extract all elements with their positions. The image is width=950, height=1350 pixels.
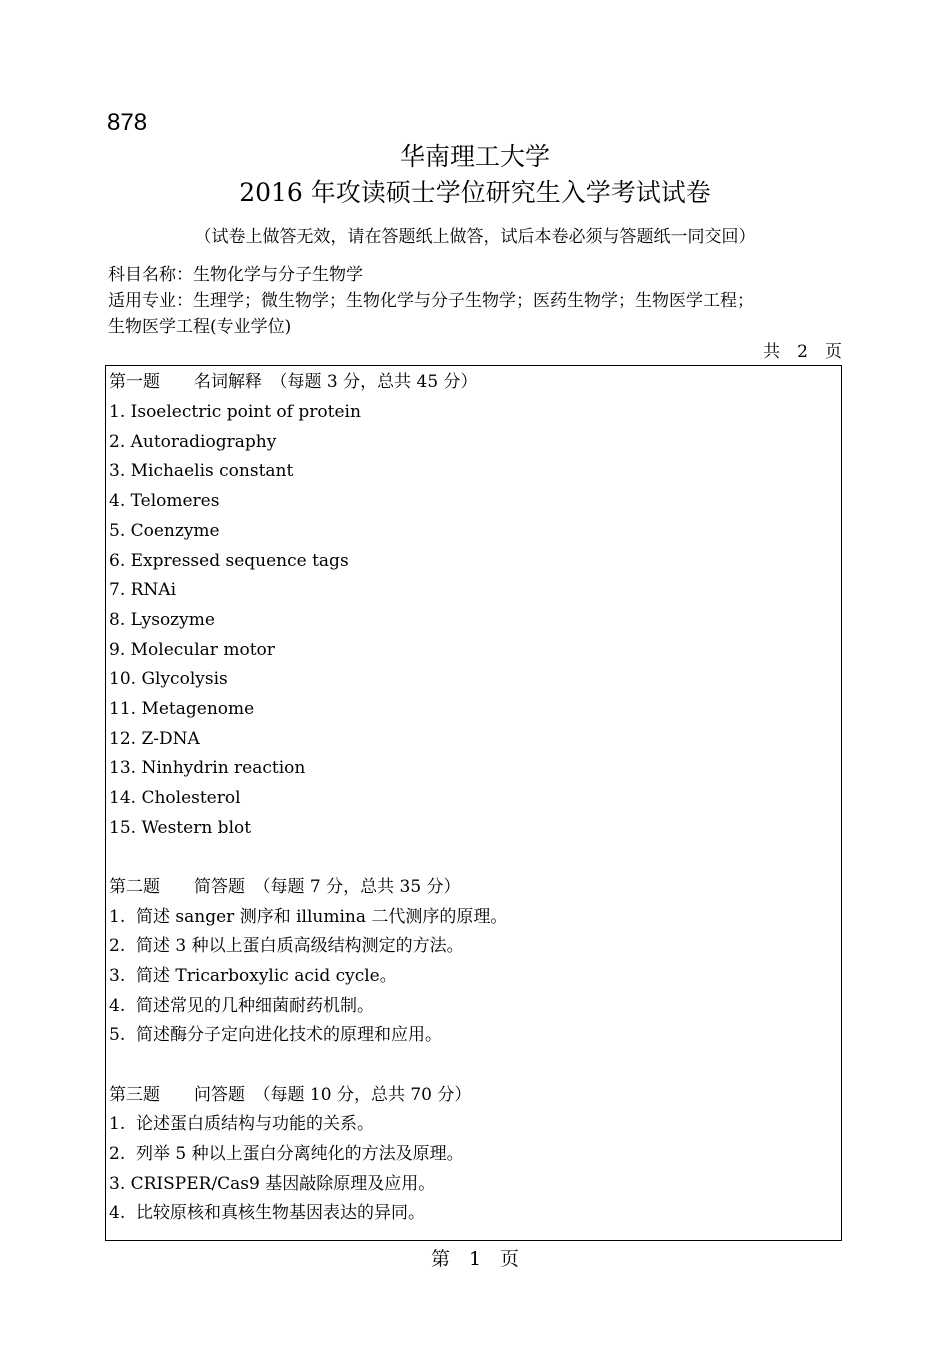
list-item: 2. 简述 3 种以上蛋白质高级结构测定的方法。 — [109, 936, 464, 956]
list-item: 2. 列举 5 种以上蛋白分离纯化的方法及原理。 — [109, 1144, 464, 1164]
list-item: 9. Molecular motor — [109, 640, 275, 660]
list-item: 2. Autoradiography — [109, 432, 277, 452]
exam-title: 2016 年攻读硕士学位研究生入学考试试卷 — [239, 178, 711, 207]
section-heading: 第三题 问答题 （每题 10 分，总共 70 分） — [109, 1085, 472, 1105]
section-heading: 第一题 名词解释 （每题 3 分，总共 45 分） — [109, 372, 478, 392]
list-item: 1. Isoelectric point of protein — [109, 402, 361, 422]
answer-notice: （试卷上做答无效，请在答题纸上做答，试后本卷必须与答题纸一同交回） — [194, 227, 756, 247]
list-item: 10. Glycolysis — [109, 669, 228, 689]
list-item: 4. 简述常见的几种细菌耐药机制。 — [109, 996, 375, 1016]
question-box — [105, 365, 842, 1241]
list-item: 6. Expressed sequence tags — [109, 551, 349, 571]
majors-line-1: 适用专业：生理学；微生物学；生物化学与分子生物学；医药生物学；生物医学工程； — [108, 291, 754, 311]
page-number: 第 1 页 — [430, 1248, 520, 1270]
list-item: 14. Cholesterol — [109, 788, 241, 808]
list-item: 5. 简述酶分子定向进化技术的原理和应用。 — [109, 1025, 443, 1045]
list-item: 13. Ninhydrin reaction — [109, 758, 306, 778]
list-item: 8. Lysozyme — [109, 610, 215, 630]
university-name: 华南理工大学 — [399, 142, 550, 171]
list-item: 7. RNAi — [109, 580, 177, 600]
list-item: 15. Western blot — [109, 818, 252, 838]
list-item: 5. Coenzyme — [109, 521, 220, 541]
list-item: 4. Telomeres — [109, 491, 220, 511]
exam-code: 878 — [107, 109, 148, 136]
list-item: 4. 比较原核和真核生物基因表达的异同。 — [109, 1203, 426, 1223]
list-item: 12. Z-DNA — [109, 729, 200, 749]
majors-line-2: 生物医学工程(专业学位) — [108, 317, 292, 337]
list-item: 1. 简述 sanger 测序和 illumina 二代测序的原理。 — [109, 907, 508, 927]
list-item: 11. Metagenome — [109, 699, 255, 719]
total-pages: 共 2 页 — [763, 342, 842, 362]
list-item: 3. CRISPER/Cas9 基因敲除原理及应用。 — [109, 1174, 436, 1194]
list-item: 3. Michaelis constant — [109, 461, 294, 481]
subject-name: 科目名称：生物化学与分子生物学 — [108, 265, 363, 285]
section-heading: 第二题 简答题 （每题 7 分，总共 35 分） — [109, 877, 461, 897]
list-item: 1. 论述蛋白质结构与功能的关系。 — [109, 1114, 375, 1134]
list-item: 3. 简述 Tricarboxylic acid cycle。 — [109, 966, 397, 986]
